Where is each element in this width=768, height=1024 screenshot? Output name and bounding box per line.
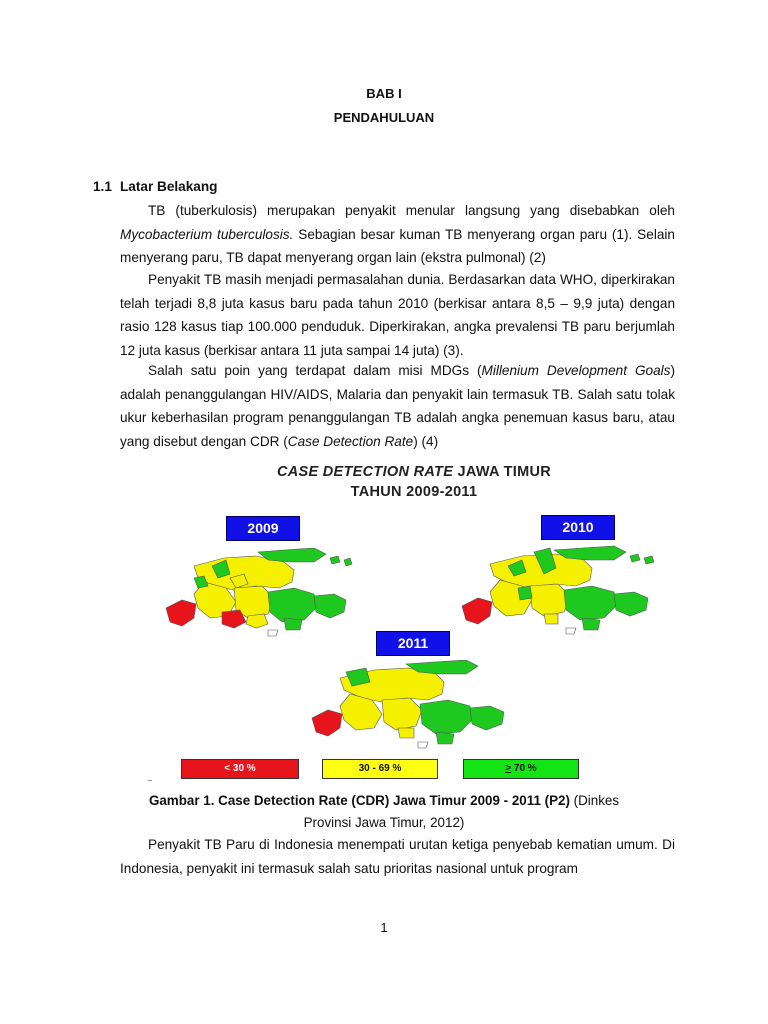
- year-label-2010: 2010: [541, 515, 615, 540]
- paragraph-3-italic-a: Millenium Development Goals: [481, 363, 671, 378]
- section-title: Latar Belakang: [120, 179, 218, 194]
- legend-over-70: > 70 %: [463, 759, 579, 779]
- page-number: 1: [380, 920, 388, 935]
- paragraph-3-text-a: Salah satu poin yang terdapat dalam misi MDGs (: [148, 363, 482, 378]
- map-2011: [310, 660, 510, 750]
- figure-subtitle: TAHUN 2009-2011: [350, 484, 478, 500]
- chapter-label: BAB I: [366, 86, 402, 101]
- figure-title-rest: JAWA TIMUR: [453, 464, 552, 480]
- figure-caption-bold: Gambar 1. Case Detection Rate (CDR) Jawa Timur 2009 - 2011 (P2): [148, 793, 570, 808]
- paragraph-3-text-c: ) (4): [413, 433, 439, 449]
- paragraph-3-text-b: ) adalah penanggulangan HIV/AIDS, Malaria dan penyakit lain termasuk TB. Salah satu tolak ukur keberhasilan program penanggulangan TB adalah angka penemuan kasus baru, atau yang disebut dengan CDR (: [120, 363, 675, 449]
- figure-title: [140, 464, 688, 480]
- year-label-2011: 2011: [376, 631, 450, 656]
- figure-caption: [0, 793, 768, 808]
- figure-caption-rest: (Dinkes: [569, 793, 620, 808]
- chapter-title: PENDAHULUAN: [333, 110, 435, 125]
- paragraph-4: [120, 833, 675, 880]
- paragraph-1: [120, 199, 675, 270]
- paragraph-1-text-b: Sebagian besar kuman TB menyerang organ paru (1). Selain menyerang paru, TB dapat menyerang organ lain (ekstra pulmonal) (2): [120, 226, 675, 265]
- paragraph-2-text: Penyakit TB masih menjadi permasalahan dunia. Berdasarkan data WHO, diperkirakan telah terjadi 8,8 juta kasus baru pada tahun 2010 (berkisar antara 8,5 – 9,9 juta) dengan rasio 128 kasus tiap 100.000 penduduk. Diperkirakan, angka prevalensi TB paru berjumlah 12 juta kasus (berkisar antara 11 juta sampai 14 juta) (3).: [120, 272, 675, 358]
- paragraph-1-text-a: TB (tuberkulosis) merupakan penyakit menular langsung yang disebabkan oleh: [148, 203, 675, 218]
- section-heading: [93, 179, 217, 194]
- figure-title-italic: CASE DETECTION RATE: [276, 464, 454, 480]
- year-label-2009: 2009: [226, 516, 300, 541]
- cdr-map-figure: [140, 458, 660, 788]
- paragraph-4-text: Penyakit TB Paru di Indonesia menempati urutan ketiga penyebab kematian umum. Di Indonesia, penyakit ini termasuk salah satu prioritas nasional untuk program: [120, 837, 675, 876]
- paragraph-1-italic: Mycobacterium tuberculosis.: [120, 226, 294, 242]
- map-2010: [458, 544, 658, 636]
- figure-caption-line2: Provinsi Jawa Timur, 2012): [303, 815, 465, 830]
- paragraph-3: [120, 359, 675, 453]
- figure-mark: [148, 780, 152, 781]
- section-number: 1.1: [93, 179, 112, 194]
- map-2009: [164, 548, 354, 638]
- legend-30-69: 30 - 69 %: [322, 759, 438, 779]
- paragraph-2: [120, 268, 675, 362]
- paragraph-3-italic-b: Case Detection Rate: [287, 433, 414, 449]
- legend-under-30: < 30 %: [181, 759, 299, 779]
